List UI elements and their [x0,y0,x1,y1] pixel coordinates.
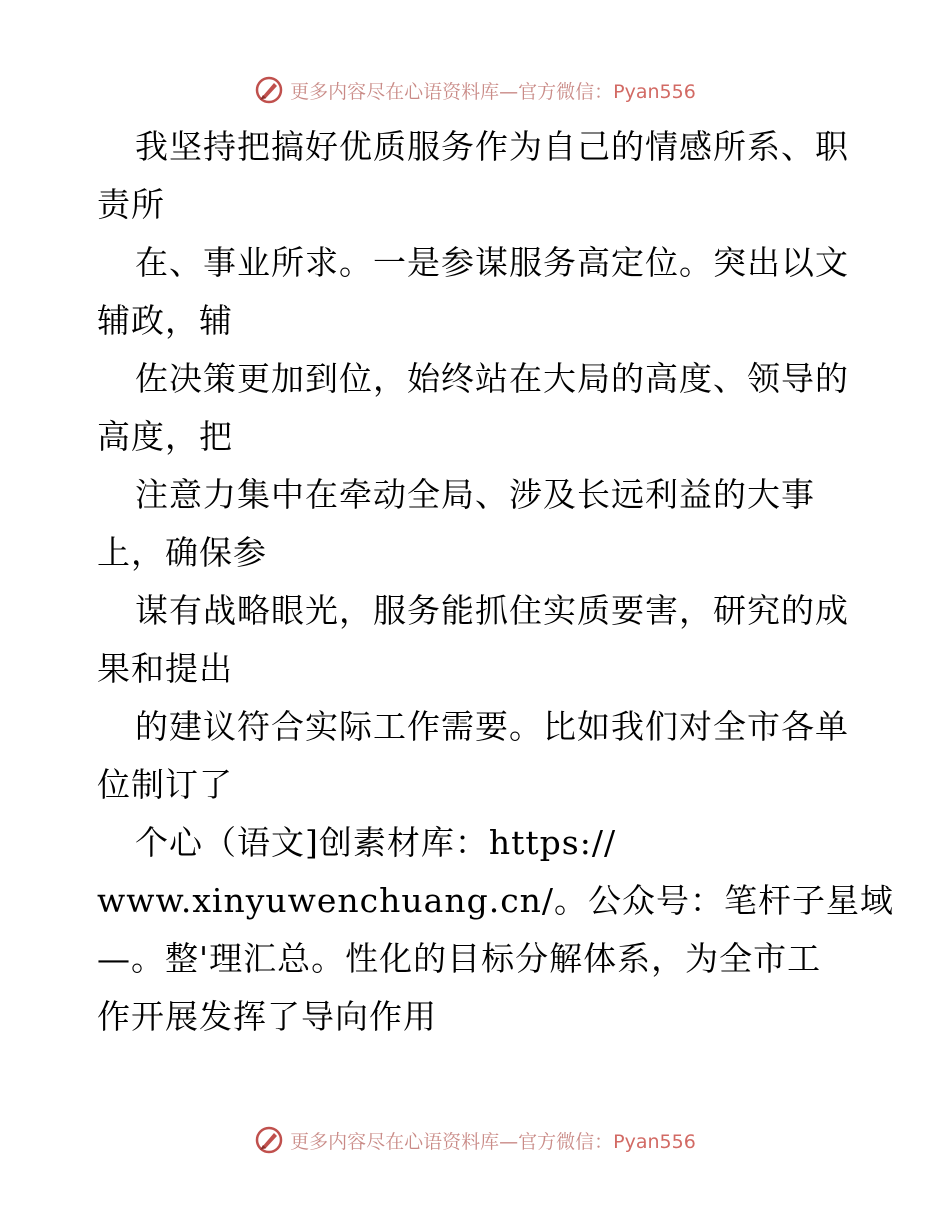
text-line: 责所 [97,185,165,224]
text-line: —。整'理汇总。性化的目标分解体系，为全市工 [97,939,822,978]
text-line: 上，确保参 [97,533,267,572]
text-line: 在、事业所求。一是参谋服务高定位。突出以文 [135,243,849,282]
header-banner [0,70,950,110]
text-line: 个心（语文]创素材库：https:// [135,823,617,862]
text-line: 我坚持把搞好优质服务作为自己的情感所系、职 [135,127,849,166]
text-line: 作开展发挥了导向作用 [97,997,437,1036]
document-body [97,118,895,1046]
text-line: www.xinyuwenchuang.cn/。公众号：笔杆子星域 [97,881,895,920]
text-line: 辅政，辅 [97,301,233,340]
text-line: 的建议符合实际工作需要。比如我们对全市各单 [135,707,849,746]
pen-nib-circle-icon [254,75,284,105]
banner-text: 更多内容尽在心语资料库—官方微信：Pyan556 [290,80,696,103]
banner-text: 更多内容尽在心语资料库—官方微信：Pyan556 [290,1130,696,1153]
footer-banner [0,1120,950,1160]
pen-nib-circle-icon [254,1125,284,1155]
text-line: 位制订了 [97,765,233,804]
text-line: 谋有战略眼光，服务能抓住实质要害，研究的成 [135,591,849,630]
text-line: 注意力集中在牵动全局、涉及长远利益的大事 [135,475,815,514]
text-line: 高度，把 [97,417,233,456]
text-line: 佐决策更加到位，始终站在大局的高度、领导的 [135,359,849,398]
text-line: 果和提出 [97,649,233,688]
